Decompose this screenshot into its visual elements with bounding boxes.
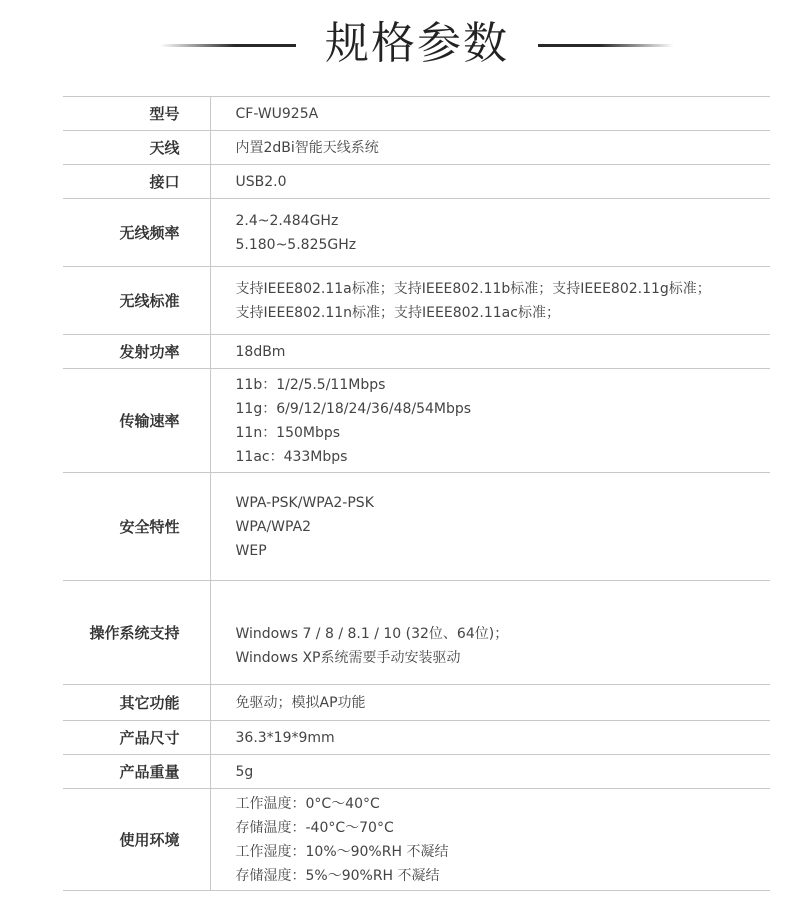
- spec-table: [63, 96, 770, 891]
- spec-value-line: 18dBm: [235, 343, 286, 360]
- spec-row-model: [63, 97, 770, 131]
- spec-row-interface: [63, 165, 770, 199]
- spec-label: 发射功率: [63, 335, 210, 369]
- spec-label: 无线频率: [63, 199, 210, 267]
- spec-value-line: USB2.0: [235, 173, 287, 190]
- spec-label: 接口: [63, 165, 210, 199]
- spec-value-line: 工作湿度：10%～90%RH 不凝结: [235, 843, 449, 860]
- spec-label: 产品尺寸: [63, 721, 210, 755]
- spec-value-line: Windows XP系统需要手动安装驱动: [235, 649, 461, 666]
- spec-label: 操作系统支持: [63, 581, 210, 685]
- spec-value: [210, 685, 770, 721]
- spec-value: [210, 721, 770, 755]
- spec-label: 其它功能: [63, 685, 210, 721]
- spec-value-line: 工作温度：0°C～40°C: [235, 795, 380, 812]
- spec-row-data-rate: [63, 369, 770, 473]
- spec-value-line: WPA-PSK/WPA2-PSK: [235, 494, 374, 511]
- spec-row-dimensions: [63, 721, 770, 755]
- spec-value: [210, 335, 770, 369]
- spec-value: [210, 473, 770, 581]
- spec-value-line: 5.180~5.825GHz: [235, 236, 357, 253]
- spec-value: [210, 97, 770, 131]
- spec-value-line: 11n：150Mbps: [235, 424, 341, 441]
- spec-value: [210, 131, 770, 165]
- spec-label: 无线标准: [63, 267, 210, 335]
- spec-value: [210, 581, 770, 685]
- spec-row-frequency: [63, 199, 770, 267]
- spec-row-standard: [63, 267, 770, 335]
- spec-value-line: 支持IEEE802.11a标准；支持IEEE802.11b标准；支持IEEE802.11g标准；: [235, 280, 711, 297]
- spec-value-line: Windows 7 / 8 / 8.1 / 10 (32位、64位)；: [235, 625, 509, 642]
- spec-row-weight: [63, 755, 770, 789]
- title-decor-line-right: [538, 44, 674, 47]
- title-decor-line-left: [160, 44, 296, 47]
- spec-value-line: 存储温度：-40°C～70°C: [235, 819, 394, 836]
- page-title: 规格参数: [325, 18, 509, 69]
- spec-label: 天线: [63, 131, 210, 165]
- spec-value: [210, 165, 770, 199]
- spec-label: 产品重量: [63, 755, 210, 789]
- spec-value-line: WEP: [235, 542, 267, 559]
- spec-value-line: 免驱动；模拟AP功能: [235, 694, 366, 711]
- spec-value-line: 36.3*19*9mm: [235, 729, 335, 746]
- spec-row-tx-power: [63, 335, 770, 369]
- spec-value-line: 2.4~2.484GHz: [235, 212, 339, 229]
- spec-row-security: [63, 473, 770, 581]
- spec-label: 使用环境: [63, 789, 210, 891]
- spec-label: 安全特性: [63, 473, 210, 581]
- spec-value-line: CF-WU925A: [235, 105, 319, 122]
- spec-value-line: 支持IEEE802.11n标准；支持IEEE802.11ac标准；: [235, 304, 560, 321]
- spec-value-line: 11b：1/2/5.5/11Mbps: [235, 376, 386, 393]
- spec-row-antenna: [63, 131, 770, 165]
- spec-value: [210, 199, 770, 267]
- spec-value-line: 5g: [235, 763, 254, 780]
- spec-value-line: 11ac：433Mbps: [235, 448, 348, 465]
- spec-value-line: WPA/WPA2: [235, 518, 312, 535]
- spec-value-line: 11g：6/9/12/18/24/36/48/54Mbps: [235, 400, 472, 417]
- spec-label: 传输速率: [63, 369, 210, 473]
- spec-header: [0, 0, 790, 92]
- spec-row-other-features: [63, 685, 770, 721]
- spec-label: 型号: [63, 97, 210, 131]
- spec-value: [210, 369, 770, 473]
- spec-row-os-support: [63, 581, 770, 685]
- spec-row-environment: [63, 789, 770, 891]
- spec-value: [210, 267, 770, 335]
- spec-value: [210, 755, 770, 789]
- spec-value: [210, 789, 770, 891]
- spec-value-line: 存储湿度：5%～90%RH 不凝结: [235, 867, 440, 884]
- spec-value-line: 内置2dBi智能天线系统: [235, 139, 379, 156]
